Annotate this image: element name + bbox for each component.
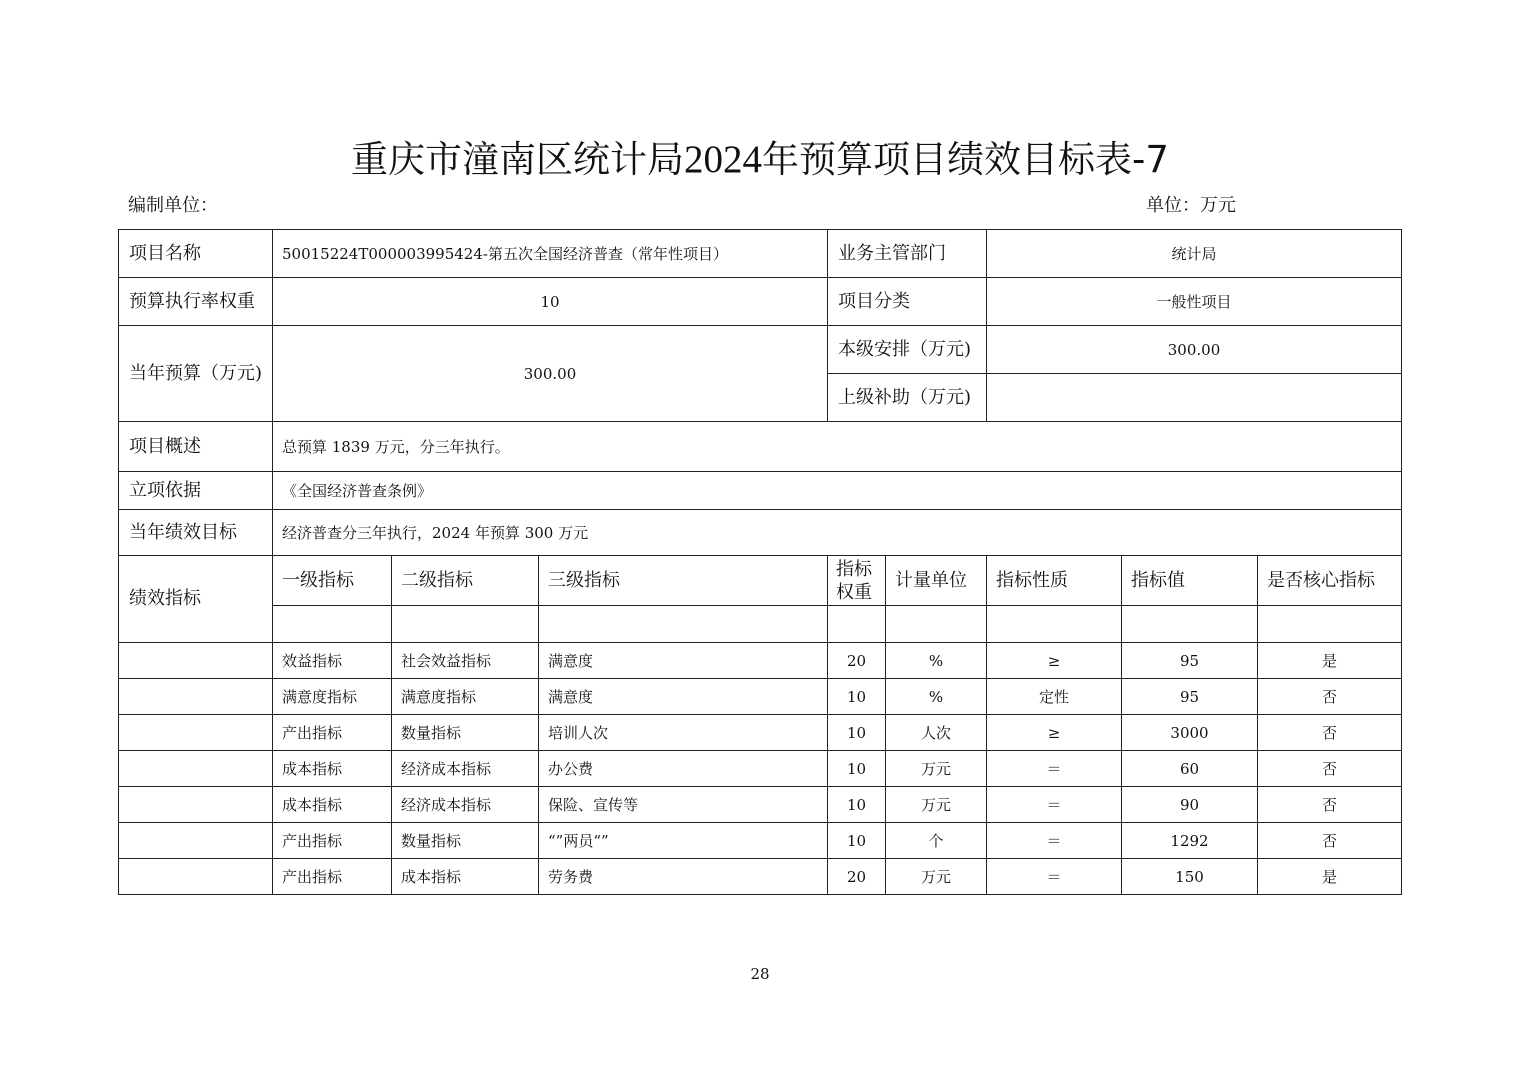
level1-cell: 成本指标	[273, 751, 392, 787]
level3-cell: “”两员“”	[539, 823, 828, 859]
title-suffix: 年预算项目绩效目标表-7	[762, 138, 1169, 181]
upper-label: 上级补助（万元)	[828, 374, 987, 422]
header-core: 是否核心指标	[1258, 556, 1402, 606]
row-goal	[119, 510, 1402, 556]
level2-cell: 经济成本指标	[392, 751, 539, 787]
value-cell: 95	[1122, 643, 1258, 679]
unit-cell: %	[886, 643, 987, 679]
category-label: 项目分类	[828, 278, 987, 326]
row-label-cell	[119, 751, 273, 787]
local-label: 本级安排（万元)	[828, 326, 987, 374]
nature-cell: ＝	[987, 787, 1122, 823]
performance-table	[118, 229, 1402, 895]
budget-label: 当年预算（万元)	[119, 326, 273, 422]
project-name-label: 项目名称	[119, 230, 273, 278]
row-exec-weight	[119, 278, 1402, 326]
blank-cell	[392, 606, 539, 643]
unit-cell: 个	[886, 823, 987, 859]
row-label-cell	[119, 823, 273, 859]
exec-weight-label: 预算执行率权重	[119, 278, 273, 326]
core-cell: 否	[1258, 787, 1402, 823]
page-title	[0, 136, 1520, 184]
level2-cell: 数量指标	[392, 715, 539, 751]
unit-cell: 万元	[886, 751, 987, 787]
indicator-rows	[119, 643, 1402, 895]
basis-value: 《全国经济普查条例》	[273, 472, 1402, 510]
weight-cell: 20	[828, 643, 886, 679]
level3-cell: 劳务费	[539, 859, 828, 895]
level1-cell: 成本指标	[273, 787, 392, 823]
org-label: 编制单位：	[128, 195, 218, 216]
level1-cell: 效益指标	[273, 643, 392, 679]
level1-cell: 产出指标	[273, 859, 392, 895]
indicator-section-label: 绩效指标	[119, 556, 273, 643]
dept-label: 业务主管部门	[828, 230, 987, 278]
nature-cell: ＝	[987, 751, 1122, 787]
weight-cell: 20	[828, 859, 886, 895]
level2-cell: 成本指标	[392, 859, 539, 895]
blank-cell	[1122, 606, 1258, 643]
overview-label: 项目概述	[119, 422, 273, 472]
upper-value	[987, 374, 1402, 422]
row-label-cell	[119, 859, 273, 895]
header-value: 指标值	[1122, 556, 1258, 606]
level1-cell: 满意度指标	[273, 679, 392, 715]
weight-cell: 10	[828, 679, 886, 715]
indicator-row	[119, 859, 1402, 895]
value-cell: 3000	[1122, 715, 1258, 751]
value-cell: 1292	[1122, 823, 1258, 859]
value-cell: 150	[1122, 859, 1258, 895]
row-basis	[119, 472, 1402, 510]
core-cell: 否	[1258, 715, 1402, 751]
row-overview	[119, 422, 1402, 472]
blank-cell	[886, 606, 987, 643]
header-level2: 二级指标	[392, 556, 539, 606]
local-value: 300.00	[987, 326, 1402, 374]
overview-value: 总预算 1839 万元，分三年执行。	[273, 422, 1402, 472]
weight-cell: 10	[828, 823, 886, 859]
row-project-name	[119, 230, 1402, 278]
indicator-row	[119, 787, 1402, 823]
budget-value: 300.00	[273, 326, 828, 422]
basis-label: 立项依据	[119, 472, 273, 510]
row-label-cell	[119, 715, 273, 751]
row-label-cell	[119, 643, 273, 679]
level3-cell: 培训人次	[539, 715, 828, 751]
weight-cell: 10	[828, 751, 886, 787]
blank-cell	[987, 606, 1122, 643]
level2-cell: 社会效益指标	[392, 643, 539, 679]
page-number: 28	[750, 965, 770, 983]
level2-cell: 经济成本指标	[392, 787, 539, 823]
row-label-cell	[119, 679, 273, 715]
header-unit: 计量单位	[886, 556, 987, 606]
core-cell: 否	[1258, 679, 1402, 715]
value-cell: 60	[1122, 751, 1258, 787]
title-prefix: 重庆市潼南区统计局	[351, 138, 685, 181]
indicator-blank-row	[119, 606, 1402, 643]
header-level3: 三级指标	[539, 556, 828, 606]
level2-cell: 满意度指标	[392, 679, 539, 715]
indicator-row	[119, 679, 1402, 715]
goal-value: 经济普查分三年执行，2024 年预算 300 万元	[273, 510, 1402, 556]
blank-cell	[828, 606, 886, 643]
indicator-row	[119, 715, 1402, 751]
level3-cell: 办公费	[539, 751, 828, 787]
unit-cell: %	[886, 679, 987, 715]
indicator-header-row	[119, 556, 1402, 606]
level1-cell: 产出指标	[273, 823, 392, 859]
category-value: 一般性项目	[987, 278, 1402, 326]
value-cell: 90	[1122, 787, 1258, 823]
unit-cell: 万元	[886, 787, 987, 823]
blank-cell	[1258, 606, 1402, 643]
unit-label: 单位：万元	[1146, 195, 1236, 216]
unit-cell: 人次	[886, 715, 987, 751]
level3-cell: 满意度	[539, 679, 828, 715]
blank-cell	[273, 606, 392, 643]
exec-weight-value: 10	[273, 278, 828, 326]
row-budget-local	[119, 326, 1402, 374]
core-cell: 否	[1258, 823, 1402, 859]
header-weight: 指标权重	[828, 556, 886, 606]
project-name-value: 50015224T000003995424-第五次全国经济普查（常年性项目）	[273, 230, 828, 278]
indicator-row	[119, 643, 1402, 679]
blank-cell	[539, 606, 828, 643]
nature-cell: ＝	[987, 823, 1122, 859]
level3-cell: 保险、宣传等	[539, 787, 828, 823]
nature-cell: ＝	[987, 859, 1122, 895]
indicator-row	[119, 823, 1402, 859]
indicator-row	[119, 751, 1402, 787]
level3-cell: 满意度	[539, 643, 828, 679]
title-year: 2024	[684, 138, 763, 181]
nature-cell: 定性	[987, 679, 1122, 715]
unit-cell: 万元	[886, 859, 987, 895]
dept-value: 统计局	[987, 230, 1402, 278]
core-cell: 否	[1258, 751, 1402, 787]
header-nature: 指标性质	[987, 556, 1122, 606]
weight-cell: 10	[828, 715, 886, 751]
core-cell: 是	[1258, 859, 1402, 895]
nature-cell: ≥	[987, 715, 1122, 751]
value-cell: 95	[1122, 679, 1258, 715]
header-level1: 一级指标	[273, 556, 392, 606]
weight-cell: 10	[828, 787, 886, 823]
nature-cell: ≥	[987, 643, 1122, 679]
level2-cell: 数量指标	[392, 823, 539, 859]
row-label-cell	[119, 787, 273, 823]
goal-label: 当年绩效目标	[119, 510, 273, 556]
core-cell: 是	[1258, 643, 1402, 679]
level1-cell: 产出指标	[273, 715, 392, 751]
